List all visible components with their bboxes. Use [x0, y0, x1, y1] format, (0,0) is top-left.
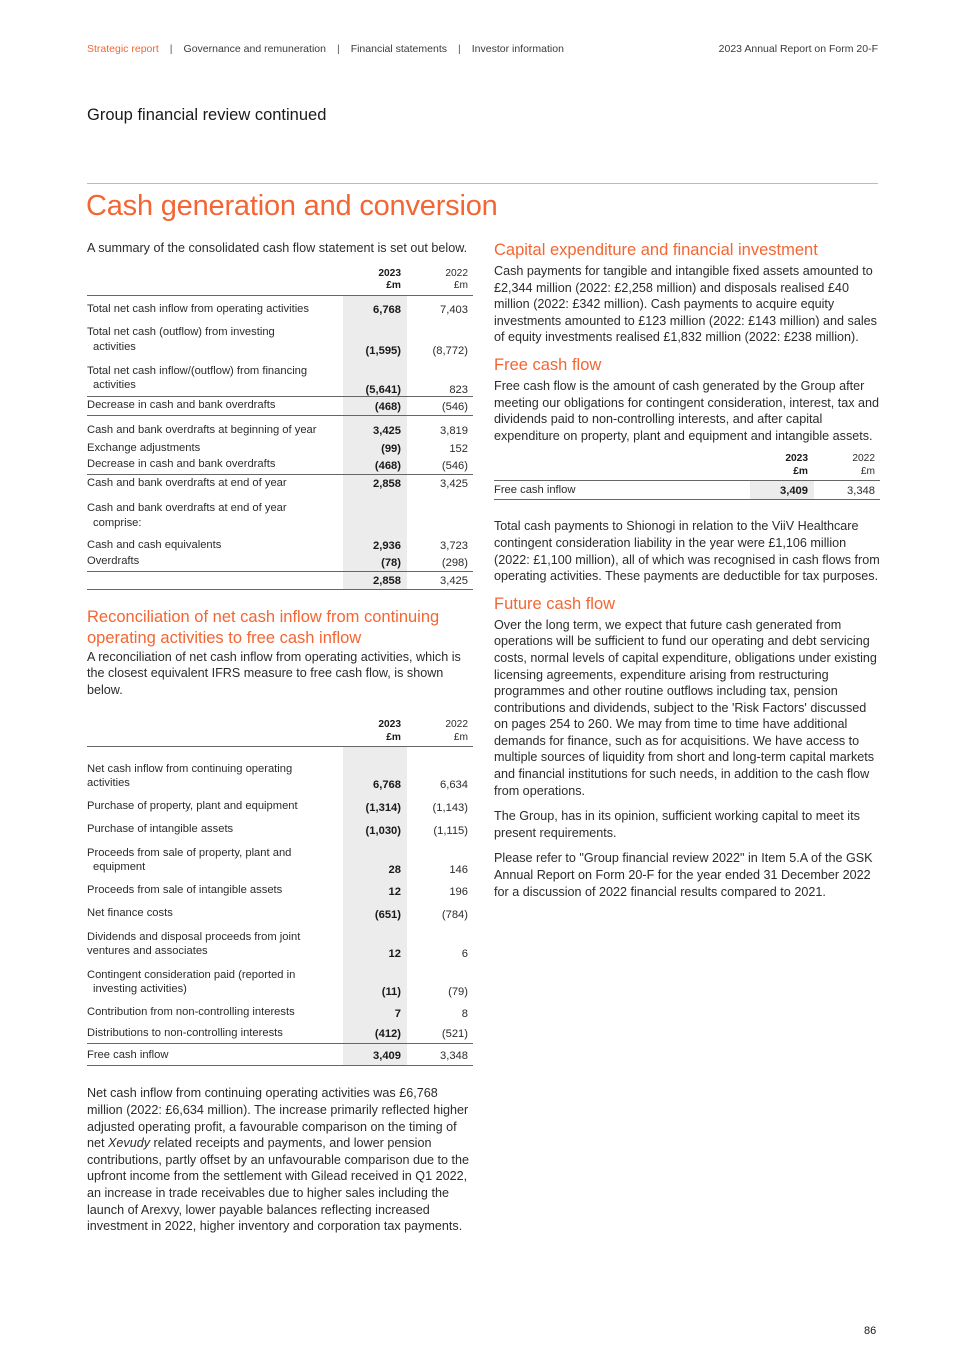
nav-separator: |	[336, 43, 340, 55]
col-2023: 2023	[785, 453, 808, 465]
unit: £m	[386, 731, 401, 743]
page-subtitle: Group financial review continued	[87, 106, 327, 124]
table-row: 2,858 3,425	[87, 571, 473, 589]
nav-strategic-report[interactable]: Strategic report	[87, 43, 159, 55]
reconciliation-heading: Reconciliation of net cash inflow from continuing operating activities to free cash inflow	[87, 607, 440, 647]
table-header	[87, 719, 473, 747]
table-row: Purchase of property, plant and equipment (1,314) (1,143)	[87, 792, 473, 815]
table-row: Cash and cash equivalents 2,936 3,723	[87, 534, 473, 553]
future-cash-flow-paragraph: Over the long term, we expect that future cash generated from operations will be sufficient to fund our operating and debt servicing costs, normal levels of capital expenditure, obligations under existing licensing agreements, expenditure arising from restructuring programmes and other routine outflows including tax, pension contributions and dividends, subject to the 'Risk Factors' discussed on pages 254 to 260. We may from time to time have additional demands for finance, such as for acquisitions. We have access to multiple sources of liquidity from short and long-term capital markets and financial institutions for such needs, in addition to the cash flow from operations.	[494, 617, 877, 798]
table-row: Cash and bank overdrafts at end of year comprise:	[87, 492, 473, 534]
table-row: Overdrafts (78) (298)	[87, 553, 473, 571]
report-title: 2023 Annual Report on Form 20-F	[718, 43, 878, 55]
table-row: Proceeds from sale of intangible assets 12 196	[87, 876, 473, 899]
future-cash-flow-heading: Future cash flow	[494, 594, 616, 613]
table-header	[494, 453, 880, 481]
reconciliation-table	[87, 719, 473, 1066]
col-2022: 2022	[445, 719, 468, 731]
table-header	[87, 268, 473, 296]
nav-separator: |	[169, 43, 173, 55]
table-row: Net cash inflow from continuing operating activities 6,768 6,634	[87, 747, 473, 792]
free-cash-flow-heading: Free cash flow	[494, 355, 602, 374]
capex-heading: Capital expenditure and financial investment	[494, 241, 818, 259]
page-title: Cash generation and conversion	[86, 190, 498, 222]
top-navigation	[87, 41, 878, 57]
summary-intro: A summary of the consolidated cash flow statement is set out below.	[87, 241, 468, 255]
table-row: Contingent consideration paid (reported in investing activities) (11) (79)	[87, 960, 473, 998]
working-capital-paragraph: The Group, has in its opinion, sufficient working capital to meet its present requirements.	[494, 809, 860, 840]
table-row: Cash and bank overdrafts at beginning of year 3,425 3,819	[87, 415, 473, 438]
table-row: Net finance costs (651) (784)	[87, 899, 473, 922]
nav-separator: |	[457, 43, 461, 55]
table-row: Free cash inflow 3,409 3,348	[494, 481, 880, 500]
table-row: Distributions to non-controlling interests (412) (521)	[87, 1021, 473, 1044]
shionogi-paragraph: Total cash payments to Shionogi in relation to the ViiV Healthcare contingent consideration liability in the year were £1,106 million (2022: £1,100 million), all of which was recognised in cash flows from operating activities. These payments are deductible for tax purposes.	[494, 519, 880, 584]
table-row: Contribution from non-controlling interests 7 8	[87, 998, 473, 1021]
reconciliation-intro: A reconciliation of net cash inflow from operating activities, which is the closest equivalent IFRS measure to free cash flow, is shown below.	[87, 649, 461, 697]
refer-paragraph: Please refer to "Group financial review 2022" in Item 5.A of the GSK Annual Report on Form 20-F for the year ended 31 December 2022 for a discussion of 2022 financial results compared to 2021.	[494, 851, 873, 899]
free-cash-flow-table	[494, 453, 880, 500]
left-column	[87, 240, 473, 1235]
table-row: Total net cash inflow from operating activities 6,768 7,403	[87, 295, 473, 319]
table-row: Exchange adjustments (99) 152	[87, 438, 473, 456]
col-2022: 2022	[445, 267, 468, 279]
col-2022: 2022	[852, 453, 875, 465]
nav-investor-information[interactable]: Investor information	[471, 43, 564, 55]
unit: £m	[386, 280, 401, 292]
nav-financial-statements[interactable]: Financial statements	[350, 43, 447, 55]
table-row: Free cash inflow 3,409 3,348	[87, 1044, 473, 1066]
table-row: Cash and bank overdrafts at end of year 2,858 3,425	[87, 474, 473, 492]
table-row: Dividends and disposal proceeds from joint ventures and associates 12 6	[87, 922, 473, 960]
page-number: 86	[864, 1325, 877, 1337]
table-row: Decrease in cash and bank overdrafts (468) (546)	[87, 456, 473, 474]
unit: £m	[453, 731, 468, 743]
unit: £m	[860, 465, 875, 477]
table-row: Proceeds from sale of property, plant and equipment 28 146	[87, 838, 473, 876]
table-row: Decrease in cash and bank overdrafts (468) (546)	[87, 396, 473, 415]
col-2023: 2023	[378, 719, 401, 731]
right-column	[494, 240, 880, 900]
table-row: Total net cash inflow/(outflow) from financing activities (5,641) 823	[87, 357, 473, 396]
col-2023: 2023	[378, 267, 401, 279]
table-row: Total net cash (outflow) from investing activities (1,595) (8,772)	[87, 319, 473, 357]
unit: £m	[453, 280, 468, 292]
capex-paragraph: Cash payments for tangible and intangible fixed assets amounted to £2,344 million (2022: £2,258 million) and disposals realised £40 million (2022: £342 million). Cash payments to acquire equity investments amounted to £123 million (2022: £143 million) and sales of equity investments realised £1,832 million (2022: £238 million).	[494, 264, 877, 345]
free-cash-flow-paragraph: Free cash flow is the amount of cash generated by the Group after meeting our obligations for contingent consideration, interest, tax and dividends paid to non-controlling interests, and after capital expenditure on property, plant and equipment and intangible assets.	[494, 378, 880, 443]
nav-governance[interactable]: Governance and remuneration	[183, 43, 326, 55]
table-row: Purchase of intangible assets (1,030) (1,115)	[87, 815, 473, 838]
unit: £m	[793, 465, 808, 477]
title-divider	[87, 183, 878, 184]
net-cash-paragraph: Net cash inflow from continuing operating activities was £6,768 million (2022: £6,634 million). The increase primarily reflected higher adjusted operating profit, a favourable comparison on the timing of net Xevudy related receipts and payments, and lower pension contributions, partly offset by an unfavourable comparison due to the upfront income from the settlement with Gilead received in Q1 2022, an increase in trade receivables due to higher sales including the launch of Arexvy, lower payable balances reflecting increased investment in 2022, higher inventory and corporation tax payments.	[87, 1086, 470, 1234]
cash-flow-summary-table	[87, 268, 473, 590]
